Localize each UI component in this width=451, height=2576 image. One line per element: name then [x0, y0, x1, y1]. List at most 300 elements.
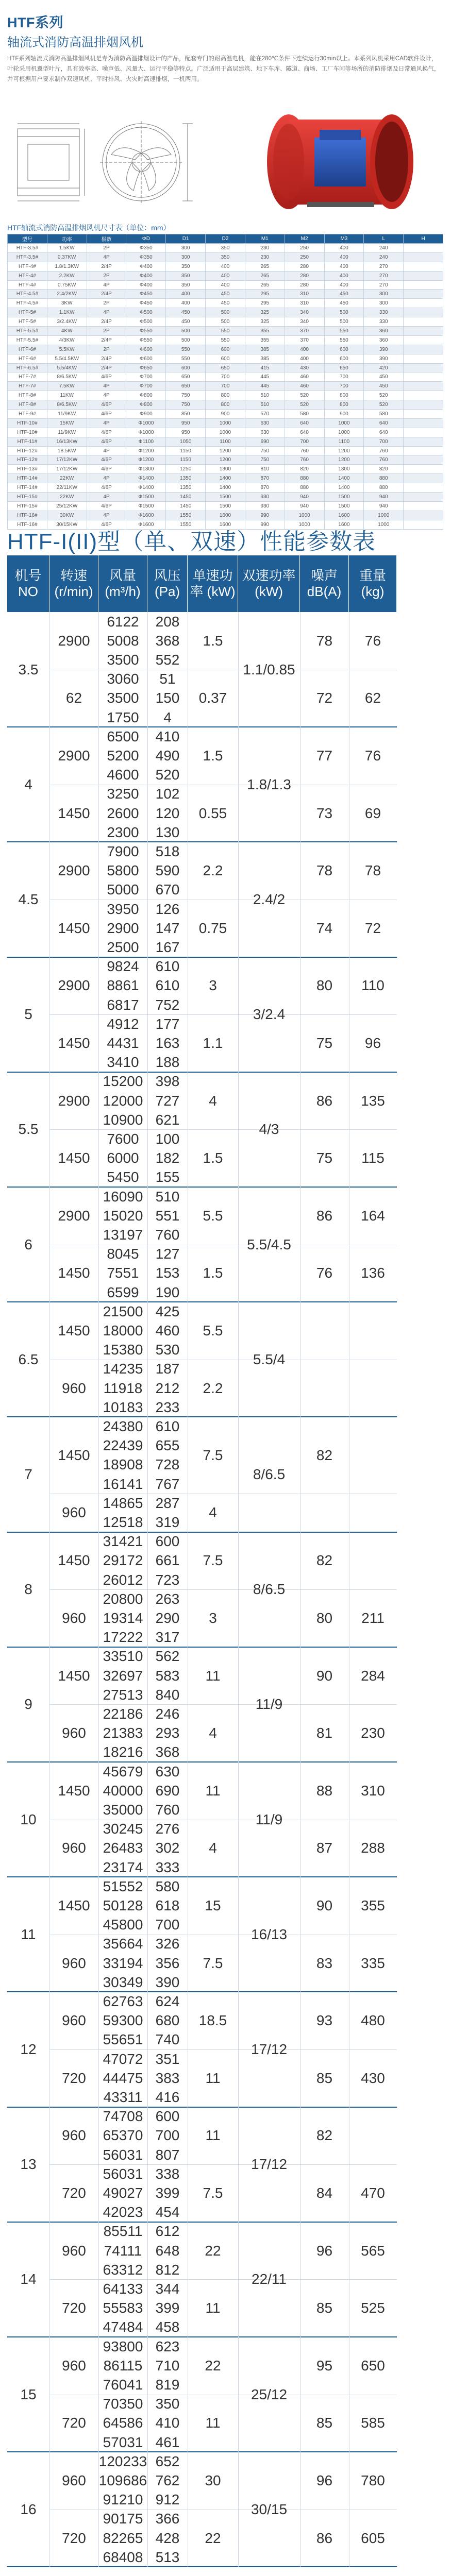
pressure-value: 350	[155, 2396, 180, 2412]
dim-table-cell: Φ350	[126, 244, 166, 253]
flow-value: 59300	[103, 2012, 143, 2029]
dim-table-cell: 580	[285, 410, 324, 419]
dim-table-row	[8, 437, 443, 446]
dim-table-cell: 880	[364, 474, 404, 483]
pressure-value: 187	[155, 1361, 180, 1377]
flow-value: 50128	[103, 1897, 143, 1913]
dim-table-cell	[404, 437, 443, 446]
pressure-value: 583	[155, 1667, 180, 1684]
noise-value: 85	[316, 2415, 333, 2431]
dim-table-cell: 4/6P	[87, 437, 126, 446]
flow-value: 2900	[107, 920, 139, 936]
pressure-value: 819	[155, 2376, 180, 2393]
pressure-value: 520	[155, 767, 180, 783]
dim-table-cell: 2P	[87, 299, 126, 308]
flow-value: 49027	[103, 2184, 143, 2201]
dim-table-cell: 700	[206, 382, 245, 391]
dim-table-cell: 500	[206, 317, 245, 327]
dim-table-cell: Φ700	[126, 382, 166, 391]
dim-table-cell: 330	[364, 308, 404, 317]
dim-table-cell: HTF-3.5#	[8, 244, 47, 253]
dim-table-cell: 400	[206, 271, 245, 280]
dim-table-cell: Φ1000	[126, 418, 166, 428]
dimension-table-body	[8, 244, 443, 530]
table-rule	[147, 612, 148, 2567]
dim-table-cell: Φ1000	[126, 428, 166, 437]
flow-value: 35000	[103, 1801, 143, 1818]
dim-table-cell: HTF-12#	[8, 446, 47, 455]
pressure-value: 102	[155, 786, 180, 802]
dim-table-cell: 2P	[87, 345, 126, 354]
flow-value: 64586	[103, 2415, 143, 2431]
dim-table-cell	[404, 493, 443, 502]
speed-value: 960	[62, 2012, 86, 2029]
single-power-value: 30	[205, 2472, 221, 2488]
noise-value: 93	[316, 2012, 333, 2029]
dim-table-cell: 1450	[166, 501, 206, 511]
dim-table-row	[8, 327, 443, 336]
dim-table-cell: 340	[285, 308, 324, 317]
pressure-value: 190	[155, 1284, 180, 1300]
dim-table-cell: HTF-8#	[8, 391, 47, 400]
dim-header-cell: M2	[285, 234, 324, 244]
dim-table-cell: Φ1600	[126, 511, 166, 520]
speed-value: 1450	[58, 1552, 90, 1569]
noise-value: 90	[316, 1897, 333, 1913]
dim-table-cell: 600	[324, 345, 364, 354]
pressure-value: 383	[155, 2070, 180, 2086]
single-power-value: 7.5	[203, 1955, 223, 1971]
dim-table-cell: 750	[166, 391, 206, 400]
dim-table-cell: 950	[166, 428, 206, 437]
weight-value: 284	[361, 1667, 385, 1684]
flow-value: 68408	[103, 2549, 143, 2565]
table-rule	[7, 2566, 397, 2567]
dim-table-cell: Φ450	[126, 299, 166, 308]
dim-table-cell: 360	[364, 335, 404, 345]
dim-table-cell: 270	[364, 280, 404, 290]
noise-value: 88	[316, 1782, 333, 1799]
dim-table-cell: 1550	[166, 511, 206, 520]
perf-header-noise: 噪声 dB(A)	[300, 555, 349, 612]
dim-table-cell: 550	[206, 327, 245, 336]
dim-table-cell: 230	[245, 252, 285, 262]
dual-power-value: 8/6.5	[253, 1581, 286, 1598]
flow-value: 90175	[103, 2511, 143, 2527]
dim-table-cell: 900	[324, 410, 364, 419]
speed-value: 2900	[58, 632, 90, 649]
flow-value: 18908	[103, 1456, 143, 1473]
dual-power-value: 22/11	[252, 2271, 287, 2287]
single-power-value: 1.1	[203, 1035, 223, 1051]
dim-table-cell: HTF-6#	[8, 345, 47, 354]
speed-value: 1450	[58, 1035, 90, 1051]
flow-value: 109686	[98, 2472, 147, 2488]
flow-value: 32697	[103, 1667, 143, 1684]
dim-table-row	[8, 280, 443, 290]
weight-value: 310	[361, 1782, 385, 1799]
weight-value: 211	[361, 1609, 385, 1626]
dim-table-cell: 2P	[87, 271, 126, 280]
speed-value: 1450	[58, 1322, 90, 1338]
dim-table-cell: 0.75KW	[47, 280, 87, 290]
dim-table-cell: 1500	[324, 493, 364, 502]
pressure-value: 700	[155, 2127, 180, 2144]
pressure-value: 510	[155, 1188, 180, 1205]
dim-table-cell	[404, 345, 443, 354]
dim-table-cell: Φ350	[126, 252, 166, 262]
pressure-value: 458	[155, 2319, 180, 2335]
dim-table-cell: 580	[364, 410, 404, 419]
noise-value: 86	[316, 2530, 333, 2546]
weight-value: 230	[361, 1725, 385, 1741]
dim-table-cell: 250	[285, 244, 324, 253]
dim-table-cell: Φ1400	[126, 483, 166, 493]
pressure-value: 513	[155, 2549, 180, 2565]
flow-value: 3060	[107, 671, 139, 687]
dim-table-cell: HTF-5.5#	[8, 335, 47, 345]
flow-value: 17222	[103, 1629, 143, 1646]
pressure-value: 618	[155, 1897, 180, 1913]
dim-header-cell: D1	[166, 234, 206, 244]
dim-table-cell: 8/6.5KW	[47, 400, 87, 410]
dim-table-cell: 550	[324, 335, 364, 345]
speed-value: 2900	[58, 1092, 90, 1109]
dim-table-cell: 550	[166, 354, 206, 363]
dim-table-cell: 240	[364, 244, 404, 253]
dim-table-cell: 300	[364, 290, 404, 299]
dim-table-row	[8, 446, 443, 455]
noise-value: 77	[316, 747, 333, 764]
flow-value: 56031	[103, 2165, 143, 2182]
dim-table-cell: 990	[245, 520, 285, 529]
flow-value: 6122	[107, 613, 139, 630]
dim-table-cell: Φ1200	[126, 446, 166, 455]
dim-table-cell: 940	[285, 493, 324, 502]
dim-table-cell: 450	[364, 382, 404, 391]
dim-table-cell: 650	[324, 363, 364, 372]
single-power-value: 0.37	[198, 690, 227, 706]
dim-table-cell	[404, 428, 443, 437]
weight-value	[349, 2107, 397, 2165]
pressure-value: 590	[155, 862, 180, 879]
model-number: 6	[24, 1236, 32, 1252]
dim-table-cell: 350	[166, 262, 206, 271]
flow-value: 15020	[103, 1207, 143, 1224]
dim-table-cell: 280	[285, 262, 324, 271]
dim-table-cell: 360	[364, 327, 404, 336]
model-number: 11	[21, 1926, 36, 1942]
dual-power-value: 17/12	[250, 2156, 288, 2173]
pressure-value: 233	[155, 1399, 180, 1415]
dim-table-cell: 800	[206, 400, 245, 410]
flow-value: 22439	[103, 1437, 143, 1454]
dim-table-row	[8, 363, 443, 372]
flow-value: 15200	[103, 1073, 143, 1090]
model-number: 5	[24, 1006, 32, 1023]
dim-table-cell: 4/6P	[87, 410, 126, 419]
dim-table-cell: 760	[285, 446, 324, 455]
single-power-value: 5.5	[203, 1207, 223, 1224]
speed-value: 1450	[58, 1150, 90, 1166]
dim-table-cell: 11KW	[47, 391, 87, 400]
dim-table-cell: 295	[245, 290, 285, 299]
dim-table-cell: 1.5KW	[47, 244, 87, 253]
dim-table-cell: 870	[245, 474, 285, 483]
flow-value: 85511	[103, 2223, 143, 2240]
speed-value: 960	[62, 1840, 86, 1856]
dim-table-cell: 370	[285, 335, 324, 345]
dim-table-cell: 700	[324, 372, 364, 382]
dim-table-cell: 280	[285, 271, 324, 280]
pressure-value: 425	[155, 1303, 180, 1319]
dim-header-cell: L	[364, 234, 404, 244]
pressure-value: 177	[155, 1015, 180, 1032]
speed-value: 720	[62, 2184, 86, 2201]
table-rule	[49, 612, 50, 2567]
pressure-value: 454	[155, 2204, 180, 2221]
dim-table-cell	[404, 354, 443, 363]
single-power-value: 4	[209, 1092, 217, 1109]
noise-value: 85	[316, 2300, 333, 2316]
weight-value	[349, 1302, 397, 1360]
speed-value: 62	[65, 690, 82, 706]
dual-power-value: 5.5/4.5	[247, 1236, 291, 1252]
flow-value: 76041	[103, 2376, 143, 2393]
flow-value: 2300	[107, 824, 139, 840]
weight-value: 110	[361, 977, 385, 994]
dim-table-cell: 400	[324, 252, 364, 262]
speed-value: 1450	[58, 1265, 90, 1281]
dim-table-cell: HTF-9#	[8, 410, 47, 419]
pressure-value: 368	[155, 632, 180, 649]
flow-value: 12000	[103, 1092, 143, 1109]
dim-table-cell: 25/12KW	[47, 501, 87, 511]
dim-table-cell: 400	[166, 299, 206, 308]
performance-table-title: HTF-I(II)型（单、双速）性能参数表	[7, 529, 376, 554]
dim-table-cell	[404, 252, 443, 262]
dim-table-row	[8, 335, 443, 345]
speed-value: 960	[62, 1725, 86, 1741]
dual-power-value: 16/13	[250, 1926, 288, 1942]
dim-table-cell: HTF-6.5#	[8, 363, 47, 372]
flow-value: 4600	[107, 767, 139, 783]
dim-table-row	[8, 299, 443, 308]
pressure-value: 147	[155, 920, 180, 936]
dim-table-row	[8, 290, 443, 299]
dim-table-cell: 700	[364, 437, 404, 446]
dim-table-cell: 940	[285, 501, 324, 511]
flow-value: 43311	[103, 2089, 143, 2105]
dim-table-cell: HTF-13#	[8, 465, 47, 474]
noise-value: 78	[316, 862, 333, 879]
dim-table-cell: 1100	[324, 437, 364, 446]
dim-table-cell: 760	[364, 455, 404, 465]
dim-table-cell: Φ1100	[126, 437, 166, 446]
perf-header-flow: 风量 (m³/h)	[98, 555, 147, 612]
dim-table-cell: 1550	[166, 520, 206, 529]
pressure-value: 762	[155, 2472, 180, 2488]
dim-table-cell: 16/13KW	[47, 437, 87, 446]
model-number: 12	[20, 2041, 37, 2057]
model-number: 15	[20, 2386, 37, 2402]
dim-table-cell: 1050	[166, 437, 206, 446]
dim-table-cell: 950	[166, 418, 206, 428]
flow-value: 18000	[103, 1322, 143, 1338]
dim-table-cell: 1300	[206, 465, 245, 474]
dim-table-cell	[404, 465, 443, 474]
pressure-value: 630	[155, 1763, 180, 1780]
dim-table-cell: HTF-4.5#	[8, 299, 47, 308]
dim-table-cell: 445	[245, 382, 285, 391]
weight-value: 470	[361, 2184, 385, 2201]
flow-value: 44475	[103, 2070, 143, 2086]
dim-table-cell: 4/6P	[87, 520, 126, 529]
noise-value	[300, 1494, 349, 1532]
dim-table-row	[8, 493, 443, 502]
dim-table-cell: 400	[285, 345, 324, 354]
flow-value: 3410	[107, 1054, 139, 1071]
flow-value: 27513	[103, 1686, 143, 1703]
dim-table-cell	[404, 418, 443, 428]
dim-table-cell: 600	[324, 354, 364, 363]
single-power-value: 15	[205, 1897, 221, 1913]
single-power-value: 11	[205, 2127, 221, 2144]
dim-table-cell: 450	[364, 372, 404, 382]
dim-table-cell	[404, 391, 443, 400]
dim-table-cell: 4KW	[47, 327, 87, 336]
dim-table-cell: 400	[324, 244, 364, 253]
weight-value	[349, 1494, 397, 1532]
dim-table-cell: 1350	[166, 474, 206, 483]
pressure-value: 188	[155, 1054, 180, 1071]
flow-value: 30245	[103, 1821, 143, 1837]
weight-value	[349, 1417, 397, 1494]
dim-table-cell: 355	[245, 335, 285, 345]
flow-value: 3250	[107, 786, 139, 802]
dim-table-cell	[404, 335, 443, 345]
dim-table-cell: HTF-6#	[8, 354, 47, 363]
dim-table-cell: 2/4P	[87, 354, 126, 363]
dim-table-cell: 400	[324, 262, 364, 271]
dim-table-cell: 2.2KW	[47, 271, 87, 280]
dim-table-cell: 22KW	[47, 474, 87, 483]
dim-table-cell: 630	[245, 428, 285, 437]
dim-table-cell: 880	[364, 483, 404, 493]
flow-value: 12518	[103, 1514, 143, 1530]
fan-product-image	[258, 109, 428, 215]
dim-table-cell: 1400	[324, 474, 364, 483]
weight-value: 62	[364, 690, 381, 706]
dim-table-cell: 4/6P	[87, 400, 126, 410]
dim-table-cell: 7.5KW	[47, 382, 87, 391]
dim-table-cell: 400	[206, 280, 245, 290]
noise-value	[300, 1360, 349, 1417]
pressure-value: 610	[155, 977, 180, 994]
dim-table-cell	[404, 511, 443, 520]
dim-table-cell: HTF-4#	[8, 271, 47, 280]
dim-table-row	[8, 501, 443, 511]
dim-table-cell: 1000	[324, 418, 364, 428]
dim-table-cell: 350	[206, 252, 245, 262]
table-rule	[98, 612, 99, 2567]
dim-table-cell: 650	[166, 382, 206, 391]
dim-table-cell: 2/4P	[87, 317, 126, 327]
dim-table-cell: 930	[245, 501, 285, 511]
dim-table-cell: 750	[166, 400, 206, 410]
dim-table-cell: 520	[364, 391, 404, 400]
dim-table-cell: 420	[364, 363, 404, 372]
weight-value: 650	[361, 2357, 385, 2374]
dim-table-cell: 520	[285, 400, 324, 410]
weight-value: 136	[361, 1265, 385, 1281]
noise-value: 82	[316, 1447, 333, 1463]
dim-table-cell: 940	[364, 493, 404, 502]
dim-table-cell	[404, 290, 443, 299]
dim-table-cell	[404, 446, 443, 455]
dim-table-cell: 760	[285, 455, 324, 465]
pressure-value: 551	[155, 1207, 180, 1224]
dim-table-cell: HTF-12#	[8, 455, 47, 465]
dim-table-cell: 300	[166, 244, 206, 253]
noise-value: 84	[316, 2184, 333, 2201]
model-number: 4	[24, 776, 32, 792]
flow-value: 4912	[107, 1015, 139, 1032]
single-power-value: 18.5	[198, 2012, 227, 2029]
noise-value: 78	[316, 632, 333, 649]
pressure-value: 155	[155, 1169, 180, 1185]
dim-table-cell: 800	[324, 391, 364, 400]
speed-value: 720	[62, 2530, 86, 2546]
flow-value: 11918	[103, 1380, 143, 1396]
dim-table-cell: 5.5KW	[47, 345, 87, 354]
pressure-value: 580	[155, 1878, 180, 1894]
speed-value: 1450	[58, 920, 90, 936]
dual-power-value: 5.5/4	[253, 1351, 286, 1367]
dim-table-cell: Φ1500	[126, 493, 166, 502]
dim-table-cell: 930	[245, 493, 285, 502]
dim-table-cell: 300	[166, 252, 206, 262]
product-name: 轴流式消防高温排烟风机	[7, 36, 143, 49]
dim-table-cell: 450	[324, 299, 364, 308]
noise-value: 83	[316, 1955, 333, 1971]
single-power-value: 4	[209, 1504, 217, 1521]
dim-table-cell: 700	[206, 372, 245, 382]
speed-value: 960	[62, 2127, 86, 2144]
single-power-value: 11	[205, 1667, 221, 1684]
dim-table-cell: 750	[245, 455, 285, 465]
dim-table-row	[8, 382, 443, 391]
dim-table-cell: 350	[166, 280, 206, 290]
dim-table-cell: 15KW	[47, 418, 87, 428]
model-number: 6.5	[18, 1351, 39, 1367]
noise-value	[300, 1302, 349, 1360]
model-number: 4.5	[18, 891, 39, 907]
dim-table-cell: 1500	[206, 493, 245, 502]
pressure-value: 812	[155, 2261, 180, 2278]
dim-table-cell: 750	[245, 446, 285, 455]
dim-table-cell: 850	[166, 410, 206, 419]
flow-value: 1750	[107, 709, 139, 725]
dim-table-cell: 4P	[87, 493, 126, 502]
single-power-value: 1.5	[203, 1265, 223, 1281]
pressure-value: 600	[155, 1533, 180, 1550]
flow-value: 30349	[103, 1974, 143, 1990]
single-power-value: 7.5	[203, 2184, 223, 2201]
dim-table-cell: 1400	[206, 474, 245, 483]
flow-value: 57031	[103, 2434, 143, 2450]
flow-value: 21383	[103, 1725, 143, 1741]
